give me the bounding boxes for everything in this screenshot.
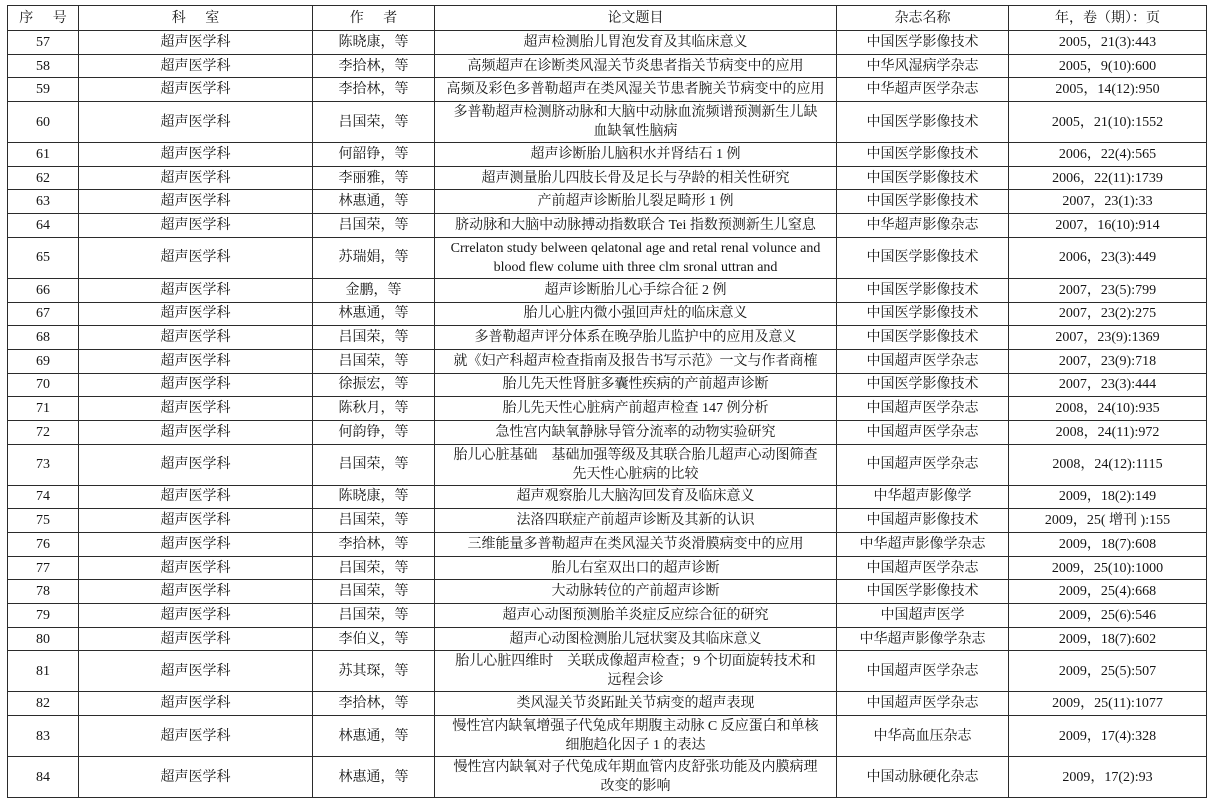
cell-seq: 65 — [8, 237, 79, 278]
cell-seq: 77 — [8, 556, 79, 580]
cell-citation: 2007，23(2):275 — [1009, 302, 1207, 326]
cell-title: 法洛四联症产前超声诊断及其新的认识 — [435, 509, 837, 533]
publications-table — [7, 5, 1207, 798]
cell-journal: 中国医学影像技术 — [837, 31, 1009, 55]
cell-journal: 中华超声医学杂志 — [837, 78, 1009, 102]
header-seq: 序 号 — [8, 6, 79, 31]
cell-author: 李拾林，等 — [313, 78, 435, 102]
cell-seq: 71 — [8, 397, 79, 421]
cell-author: 徐振宏，等 — [313, 373, 435, 397]
cell-journal: 中华超声影像学 — [837, 485, 1009, 509]
table-row — [8, 692, 1207, 716]
cell-dept: 超声医学科 — [79, 651, 313, 692]
cell-citation: 2007，23(1):33 — [1009, 190, 1207, 214]
cell-dept: 超声医学科 — [79, 214, 313, 238]
cell-dept: 超声医学科 — [79, 278, 313, 302]
cell-seq: 69 — [8, 349, 79, 373]
cell-title: 急性宫内缺氧静脉导管分流率的动物实验研究 — [435, 420, 837, 444]
cell-title: 多普勒超声检测脐动脉和大脑中动脉血流频谱预测新生儿缺 血缺氧性脑病 — [435, 102, 837, 143]
header-row — [8, 6, 1207, 31]
cell-author: 何韶铮，等 — [313, 143, 435, 167]
cell-seq: 76 — [8, 533, 79, 557]
table-row — [8, 757, 1207, 798]
cell-author: 林惠通，等 — [313, 757, 435, 798]
cell-journal: 中国超声医学杂志 — [837, 397, 1009, 421]
header-dept: 科 室 — [79, 6, 313, 31]
cell-journal: 中国超声影像技术 — [837, 509, 1009, 533]
table-row — [8, 604, 1207, 628]
cell-citation: 2008，24(11):972 — [1009, 420, 1207, 444]
header-citation: 年，卷（期）：页 — [1009, 6, 1207, 31]
cell-author: 吕国荣，等 — [313, 509, 435, 533]
cell-citation: 2005，9(10):600 — [1009, 54, 1207, 78]
cell-author: 林惠通，等 — [313, 302, 435, 326]
cell-title: 高频超声在诊断类风湿关节炎患者指关节病变中的应用 — [435, 54, 837, 78]
cell-dept: 超声医学科 — [79, 420, 313, 444]
cell-author: 吕国荣，等 — [313, 102, 435, 143]
cell-seq: 84 — [8, 757, 79, 798]
cell-title: 胎儿先天性肾脏多囊性疾病的产前超声诊断 — [435, 373, 837, 397]
cell-journal: 中国医学影像技术 — [837, 580, 1009, 604]
cell-seq: 67 — [8, 302, 79, 326]
table-row — [8, 533, 1207, 557]
cell-author: 李伯义，等 — [313, 627, 435, 651]
cell-title: 多普勒超声评分体系在晚孕胎儿监护中的应用及意义 — [435, 326, 837, 350]
cell-dept: 超声医学科 — [79, 78, 313, 102]
cell-dept: 超声医学科 — [79, 349, 313, 373]
header-title: 论文题目 — [435, 6, 837, 31]
cell-author: 陈晓康，等 — [313, 485, 435, 509]
cell-author: 吕国荣，等 — [313, 214, 435, 238]
cell-citation: 2009，25( 增刊 ):155 — [1009, 509, 1207, 533]
cell-citation: 2008，24(12):1115 — [1009, 444, 1207, 485]
cell-seq: 60 — [8, 102, 79, 143]
cell-journal: 中国医学影像技术 — [837, 302, 1009, 326]
cell-seq: 66 — [8, 278, 79, 302]
cell-author: 吕国荣，等 — [313, 326, 435, 350]
header-author: 作 者 — [313, 6, 435, 31]
cell-citation: 2008，24(10):935 — [1009, 397, 1207, 421]
cell-title: 胎儿先天性心脏病产前超声检查 147 例分析 — [435, 397, 837, 421]
cell-citation: 2009，25(6):546 — [1009, 604, 1207, 628]
cell-journal: 中国超声医学 — [837, 604, 1009, 628]
cell-citation: 2009，17(4):328 — [1009, 716, 1207, 757]
cell-citation: 2009，18(7):608 — [1009, 533, 1207, 557]
table-row — [8, 580, 1207, 604]
cell-seq: 79 — [8, 604, 79, 628]
cell-seq: 61 — [8, 143, 79, 167]
cell-dept: 超声医学科 — [79, 533, 313, 557]
cell-title: 超声检测胎儿胃泡发育及其临床意义 — [435, 31, 837, 55]
table-row — [8, 190, 1207, 214]
cell-journal: 中国医学影像技术 — [837, 278, 1009, 302]
cell-citation: 2007，23(9):718 — [1009, 349, 1207, 373]
table-row — [8, 485, 1207, 509]
cell-seq: 58 — [8, 54, 79, 78]
cell-title: 就《妇产科超声检查指南及报告书写示范》一文与作者商榷 — [435, 349, 837, 373]
cell-author: 吕国荣，等 — [313, 444, 435, 485]
table-row — [8, 556, 1207, 580]
cell-citation: 2009，18(2):149 — [1009, 485, 1207, 509]
cell-seq: 74 — [8, 485, 79, 509]
cell-title: 慢性宫内缺氧增强子代兔成年期腹主动脉 C 反应蛋白和单核 细胞趋化因子 1 的表达 — [435, 716, 837, 757]
table-row — [8, 237, 1207, 278]
cell-dept: 超声医学科 — [79, 190, 313, 214]
table-row — [8, 31, 1207, 55]
cell-dept: 超声医学科 — [79, 444, 313, 485]
cell-title: 超声观察胎儿大脑沟回发育及临床意义 — [435, 485, 837, 509]
cell-citation: 2009，25(11):1077 — [1009, 692, 1207, 716]
cell-seq: 72 — [8, 420, 79, 444]
cell-journal: 中华风湿病学杂志 — [837, 54, 1009, 78]
cell-title: 超声测量胎儿四肢长骨及足长与孕龄的相关性研究 — [435, 166, 837, 190]
table-row — [8, 102, 1207, 143]
cell-journal: 中国超声医学杂志 — [837, 556, 1009, 580]
cell-author: 苏瑞娟，等 — [313, 237, 435, 278]
cell-author: 陈秋月，等 — [313, 397, 435, 421]
cell-author: 何韵铮，等 — [313, 420, 435, 444]
cell-journal: 中华超声影像杂志 — [837, 214, 1009, 238]
cell-journal: 中国医学影像技术 — [837, 166, 1009, 190]
cell-dept: 超声医学科 — [79, 166, 313, 190]
cell-citation: 2009，25(5):507 — [1009, 651, 1207, 692]
cell-journal: 中国医学影像技术 — [837, 373, 1009, 397]
table-row — [8, 716, 1207, 757]
cell-dept: 超声医学科 — [79, 31, 313, 55]
cell-journal: 中国超声医学杂志 — [837, 444, 1009, 485]
cell-author: 李拾林，等 — [313, 533, 435, 557]
cell-author: 吕国荣，等 — [313, 556, 435, 580]
cell-citation: 2006，22(4):565 — [1009, 143, 1207, 167]
cell-author: 李拾林，等 — [313, 54, 435, 78]
cell-dept: 超声医学科 — [79, 556, 313, 580]
cell-journal: 中国医学影像技术 — [837, 326, 1009, 350]
cell-citation: 2007，23(3):444 — [1009, 373, 1207, 397]
table-header — [8, 6, 1207, 31]
cell-title: 胎儿心脏四维时 关联成像超声检查；9 个切面旋转技术和 远程会诊 — [435, 651, 837, 692]
table-row — [8, 349, 1207, 373]
cell-citation: 2009，18(7):602 — [1009, 627, 1207, 651]
cell-citation: 2007，23(9):1369 — [1009, 326, 1207, 350]
cell-author: 李拾林，等 — [313, 692, 435, 716]
cell-dept: 超声医学科 — [79, 716, 313, 757]
cell-citation: 2005，21(3):443 — [1009, 31, 1207, 55]
cell-seq: 62 — [8, 166, 79, 190]
table-row — [8, 166, 1207, 190]
table-row — [8, 397, 1207, 421]
cell-title: 胎儿心脏内微小强回声灶的临床意义 — [435, 302, 837, 326]
cell-citation: 2005，21(10):1552 — [1009, 102, 1207, 143]
cell-title: 慢性宫内缺氧对子代兔成年期血管内皮舒张功能及内膜病理 改变的影响 — [435, 757, 837, 798]
cell-dept: 超声医学科 — [79, 509, 313, 533]
cell-title: 超声心动图检测胎儿冠状窦及其临床意义 — [435, 627, 837, 651]
cell-dept: 超声医学科 — [79, 757, 313, 798]
cell-dept: 超声医学科 — [79, 326, 313, 350]
table-row — [8, 326, 1207, 350]
table-row — [8, 420, 1207, 444]
table-row — [8, 302, 1207, 326]
cell-dept: 超声医学科 — [79, 143, 313, 167]
cell-title: 类风湿关节炎跖趾关节病变的超声表现 — [435, 692, 837, 716]
cell-journal: 中华高血压杂志 — [837, 716, 1009, 757]
cell-title: 超声诊断胎儿心手综合征 2 例 — [435, 278, 837, 302]
cell-journal: 中华超声影像学杂志 — [837, 627, 1009, 651]
cell-dept: 超声医学科 — [79, 102, 313, 143]
cell-title: 超声诊断胎儿脑积水并肾结石 1 例 — [435, 143, 837, 167]
cell-journal: 中国超声医学杂志 — [837, 349, 1009, 373]
cell-journal: 中国超声医学杂志 — [837, 692, 1009, 716]
table-row — [8, 651, 1207, 692]
cell-citation: 2009，25(10):1000 — [1009, 556, 1207, 580]
cell-dept: 超声医学科 — [79, 604, 313, 628]
cell-journal: 中国医学影像技术 — [837, 190, 1009, 214]
cell-title: 脐动脉和大脑中动脉搏动指数联合 Tei 指数预测新生儿窒息 — [435, 214, 837, 238]
cell-author: 吕国荣，等 — [313, 604, 435, 628]
cell-seq: 80 — [8, 627, 79, 651]
cell-title: 胎儿右室双出口的超声诊断 — [435, 556, 837, 580]
cell-dept: 超声医学科 — [79, 397, 313, 421]
cell-seq: 83 — [8, 716, 79, 757]
cell-journal: 中国超声医学杂志 — [837, 651, 1009, 692]
cell-dept: 超声医学科 — [79, 373, 313, 397]
cell-seq: 78 — [8, 580, 79, 604]
cell-author: 李丽雅，等 — [313, 166, 435, 190]
table-row — [8, 214, 1207, 238]
cell-citation: 2005，14(12):950 — [1009, 78, 1207, 102]
cell-title: 胎儿心脏基础 基础加强等级及其联合胎儿超声心动图筛查 先天性心脏病的比较 — [435, 444, 837, 485]
cell-citation: 2009，17(2):93 — [1009, 757, 1207, 798]
cell-title: 大动脉转位的产前超声诊断 — [435, 580, 837, 604]
cell-author: 吕国荣，等 — [313, 580, 435, 604]
cell-dept: 超声医学科 — [79, 627, 313, 651]
cell-author: 苏其琛，等 — [313, 651, 435, 692]
cell-seq: 81 — [8, 651, 79, 692]
cell-dept: 超声医学科 — [79, 692, 313, 716]
cell-seq: 70 — [8, 373, 79, 397]
table-row — [8, 78, 1207, 102]
table-row — [8, 509, 1207, 533]
cell-seq: 68 — [8, 326, 79, 350]
cell-citation: 2006，22(11):1739 — [1009, 166, 1207, 190]
cell-journal: 中国医学影像技术 — [837, 102, 1009, 143]
cell-seq: 57 — [8, 31, 79, 55]
cell-seq: 63 — [8, 190, 79, 214]
cell-dept: 超声医学科 — [79, 485, 313, 509]
cell-dept: 超声医学科 — [79, 54, 313, 78]
cell-seq: 64 — [8, 214, 79, 238]
header-journal: 杂志名称 — [837, 6, 1009, 31]
cell-dept: 超声医学科 — [79, 580, 313, 604]
cell-journal: 中国动脉硬化杂志 — [837, 757, 1009, 798]
cell-citation: 2007，23(5):799 — [1009, 278, 1207, 302]
cell-journal: 中华超声影像学杂志 — [837, 533, 1009, 557]
cell-author: 吕国荣，等 — [313, 349, 435, 373]
cell-title: 超声心动图预测胎羊炎症反应综合征的研究 — [435, 604, 837, 628]
table-row — [8, 278, 1207, 302]
cell-seq: 82 — [8, 692, 79, 716]
cell-dept: 超声医学科 — [79, 237, 313, 278]
cell-citation: 2006，23(3):449 — [1009, 237, 1207, 278]
cell-title: Crrelaton study belween qelatonal age and retal renal volunce and blood flew colume uith three clm sronal uttran and — [435, 237, 837, 278]
cell-author: 林惠通，等 — [313, 190, 435, 214]
table-row — [8, 373, 1207, 397]
table-row — [8, 143, 1207, 167]
table-row — [8, 627, 1207, 651]
table-row — [8, 54, 1207, 78]
cell-seq: 59 — [8, 78, 79, 102]
cell-author: 陈晓康，等 — [313, 31, 435, 55]
cell-title: 高频及彩色多普勒超声在类风湿关节患者腕关节病变中的应用 — [435, 78, 837, 102]
cell-seq: 73 — [8, 444, 79, 485]
cell-journal: 中国医学影像技术 — [837, 143, 1009, 167]
table-body — [8, 31, 1207, 798]
cell-title: 三维能量多普勒超声在类风湿关节炎滑膜病变中的应用 — [435, 533, 837, 557]
cell-citation: 2007，16(10):914 — [1009, 214, 1207, 238]
cell-title: 产前超声诊断胎儿裂足畸形 1 例 — [435, 190, 837, 214]
cell-author: 金鹏，等 — [313, 278, 435, 302]
cell-journal: 中国超声医学杂志 — [837, 420, 1009, 444]
cell-dept: 超声医学科 — [79, 302, 313, 326]
table-row — [8, 444, 1207, 485]
cell-author: 林惠通，等 — [313, 716, 435, 757]
cell-seq: 75 — [8, 509, 79, 533]
cell-journal: 中国医学影像技术 — [837, 237, 1009, 278]
cell-citation: 2009，25(4):668 — [1009, 580, 1207, 604]
